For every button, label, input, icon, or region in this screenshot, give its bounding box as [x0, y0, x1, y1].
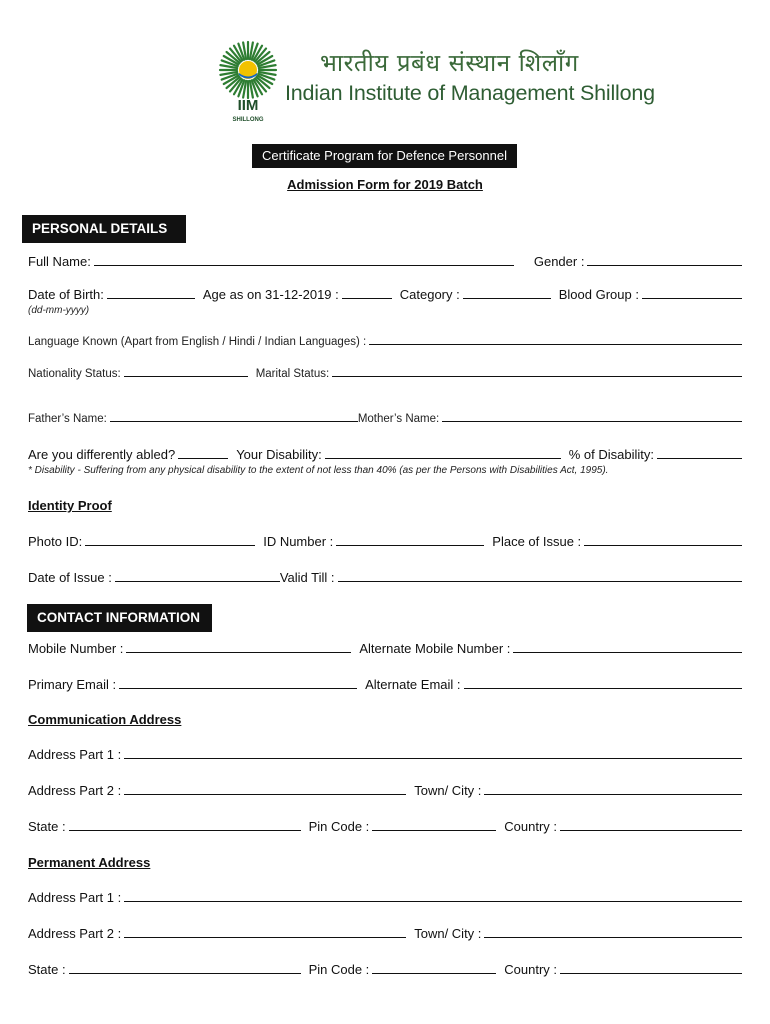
perm-pin-field[interactable] [372, 973, 496, 974]
perm-address-part2-label: Address Part 2 : [28, 926, 122, 941]
perm-town-label: Town/ City : [414, 926, 482, 941]
mother-name-label: Mother’s Name: [357, 413, 440, 425]
mobile-number-label: Mobile Number : [28, 641, 124, 656]
communication-address-heading: Communication Address [28, 712, 182, 727]
age-field[interactable] [342, 298, 392, 299]
differently-abled-label: Are you differently abled? [28, 447, 176, 462]
father-name-label: Father’s Name: [28, 413, 107, 425]
mobile-row [28, 641, 742, 656]
permanent-address-heading: Permanent Address [28, 855, 151, 870]
comm-address-part1-label: Address Part 1 : [28, 747, 122, 762]
gender-field[interactable] [587, 265, 742, 266]
iim-sun-logo-icon [218, 40, 278, 126]
parents-row [28, 413, 742, 425]
date-of-issue-label: Date of Issue : [28, 570, 112, 585]
nationality-row [28, 368, 742, 380]
age-label: Age as on 31-12-2019 : [202, 287, 339, 302]
disability-note: * Disability - Suffering from any physical disability to the extent of not less than 40% (as per the Persons with Disabilities Act, 1995). [28, 465, 609, 476]
comm-town-label: Town/ City : [414, 783, 482, 798]
contact-information-heading: CONTACT INFORMATION [27, 604, 212, 632]
date-of-issue-field[interactable] [115, 581, 280, 582]
id-number-field[interactable] [336, 545, 484, 546]
valid-till-field[interactable] [338, 581, 743, 582]
alternate-email-field[interactable] [464, 688, 743, 689]
perm-town-field[interactable] [484, 937, 742, 938]
perm-address1-row [28, 890, 742, 905]
comm-country-field[interactable] [560, 830, 742, 831]
alternate-email-label: Alternate Email : [365, 677, 461, 692]
comm-town-field[interactable] [484, 794, 742, 795]
institute-name-hindi: भारतीय प्रबंध संस्थान शिलाँग [320, 49, 579, 77]
dob-format-hint: (dd-mm-yyyy) [28, 305, 90, 316]
languages-row [28, 336, 742, 348]
comm-address-part2-label: Address Part 2 : [28, 783, 122, 798]
differently-abled-field[interactable] [178, 458, 228, 459]
comm-state-row [28, 819, 742, 834]
gender-label: Gender : [533, 254, 585, 269]
valid-till-label: Valid Till : [279, 570, 335, 585]
disability-field[interactable] [325, 458, 561, 459]
perm-address-part1-label: Address Part 1 : [28, 890, 122, 905]
alternate-mobile-label: Alternate Mobile Number : [359, 641, 511, 656]
full-name-field[interactable] [94, 265, 514, 266]
category-field[interactable] [463, 298, 551, 299]
logo-subtext: SHILLONG [232, 117, 264, 123]
blood-group-field[interactable] [642, 298, 742, 299]
primary-email-field[interactable] [119, 688, 357, 689]
disability-percent-label: % of Disability: [568, 447, 654, 462]
primary-email-label: Primary Email : [28, 677, 117, 692]
comm-pin-field[interactable] [372, 830, 496, 831]
comm-address-part1-field[interactable] [124, 758, 742, 759]
blood-group-label: Blood Group : [558, 287, 639, 302]
personal-details-heading: PERSONAL DETAILS [22, 215, 186, 243]
dob-field[interactable] [107, 298, 195, 299]
dob-row [28, 287, 742, 302]
perm-state-label: State : [28, 962, 66, 977]
father-name-field[interactable] [110, 421, 358, 422]
perm-address-part1-field[interactable] [124, 901, 742, 902]
id-number-label: ID Number : [263, 534, 334, 549]
full-name-row [28, 254, 742, 269]
comm-address2-row [28, 783, 742, 798]
perm-country-field[interactable] [560, 973, 742, 974]
dob-label: Date of Birth: [28, 287, 104, 302]
logo-text: IIM [237, 97, 259, 114]
disability-percent-field[interactable] [657, 458, 742, 459]
marital-label: Marital Status: [255, 368, 330, 380]
perm-pin-label: Pin Code : [308, 962, 370, 977]
mother-name-field[interactable] [442, 421, 742, 422]
email-row [28, 677, 742, 692]
comm-pin-label: Pin Code : [308, 819, 370, 834]
alternate-mobile-field[interactable] [513, 652, 742, 653]
photo-id-label: Photo ID: [28, 534, 83, 549]
comm-address-part2-field[interactable] [124, 794, 406, 795]
languages-label: Language Known (Apart from English / Hindi / Indian Languages) : [28, 336, 367, 348]
comm-address1-row [28, 747, 742, 762]
mobile-number-field[interactable] [126, 652, 351, 653]
perm-state-field[interactable] [69, 973, 301, 974]
disability-row [28, 447, 742, 462]
photo-id-field[interactable] [85, 545, 255, 546]
place-of-issue-field[interactable] [584, 545, 742, 546]
identity-proof-heading: Identity Proof [28, 498, 112, 513]
full-name-label: Full Name: [28, 254, 91, 269]
comm-country-label: Country : [504, 819, 558, 834]
marital-field[interactable] [332, 376, 742, 377]
perm-address2-row [28, 926, 742, 941]
disability-label: Your Disability: [236, 447, 322, 462]
perm-state-row [28, 962, 742, 977]
category-label: Category : [399, 287, 460, 302]
perm-address-part2-field[interactable] [124, 937, 406, 938]
program-title: Certificate Program for Defence Personnel [252, 144, 517, 168]
institute-header [218, 40, 655, 126]
nationality-field[interactable] [124, 376, 248, 377]
issue-date-row [28, 570, 742, 585]
comm-state-label: State : [28, 819, 66, 834]
form-title: Admission Form for 2019 Batch [287, 177, 483, 192]
languages-field[interactable] [369, 344, 742, 345]
photo-id-row [28, 534, 742, 549]
place-of-issue-label: Place of Issue : [492, 534, 582, 549]
nationality-label: Nationality Status: [28, 368, 121, 380]
perm-country-label: Country : [504, 962, 558, 977]
comm-state-field[interactable] [69, 830, 301, 831]
institute-name-english: Indian Institute of Management Shillong [285, 81, 655, 105]
